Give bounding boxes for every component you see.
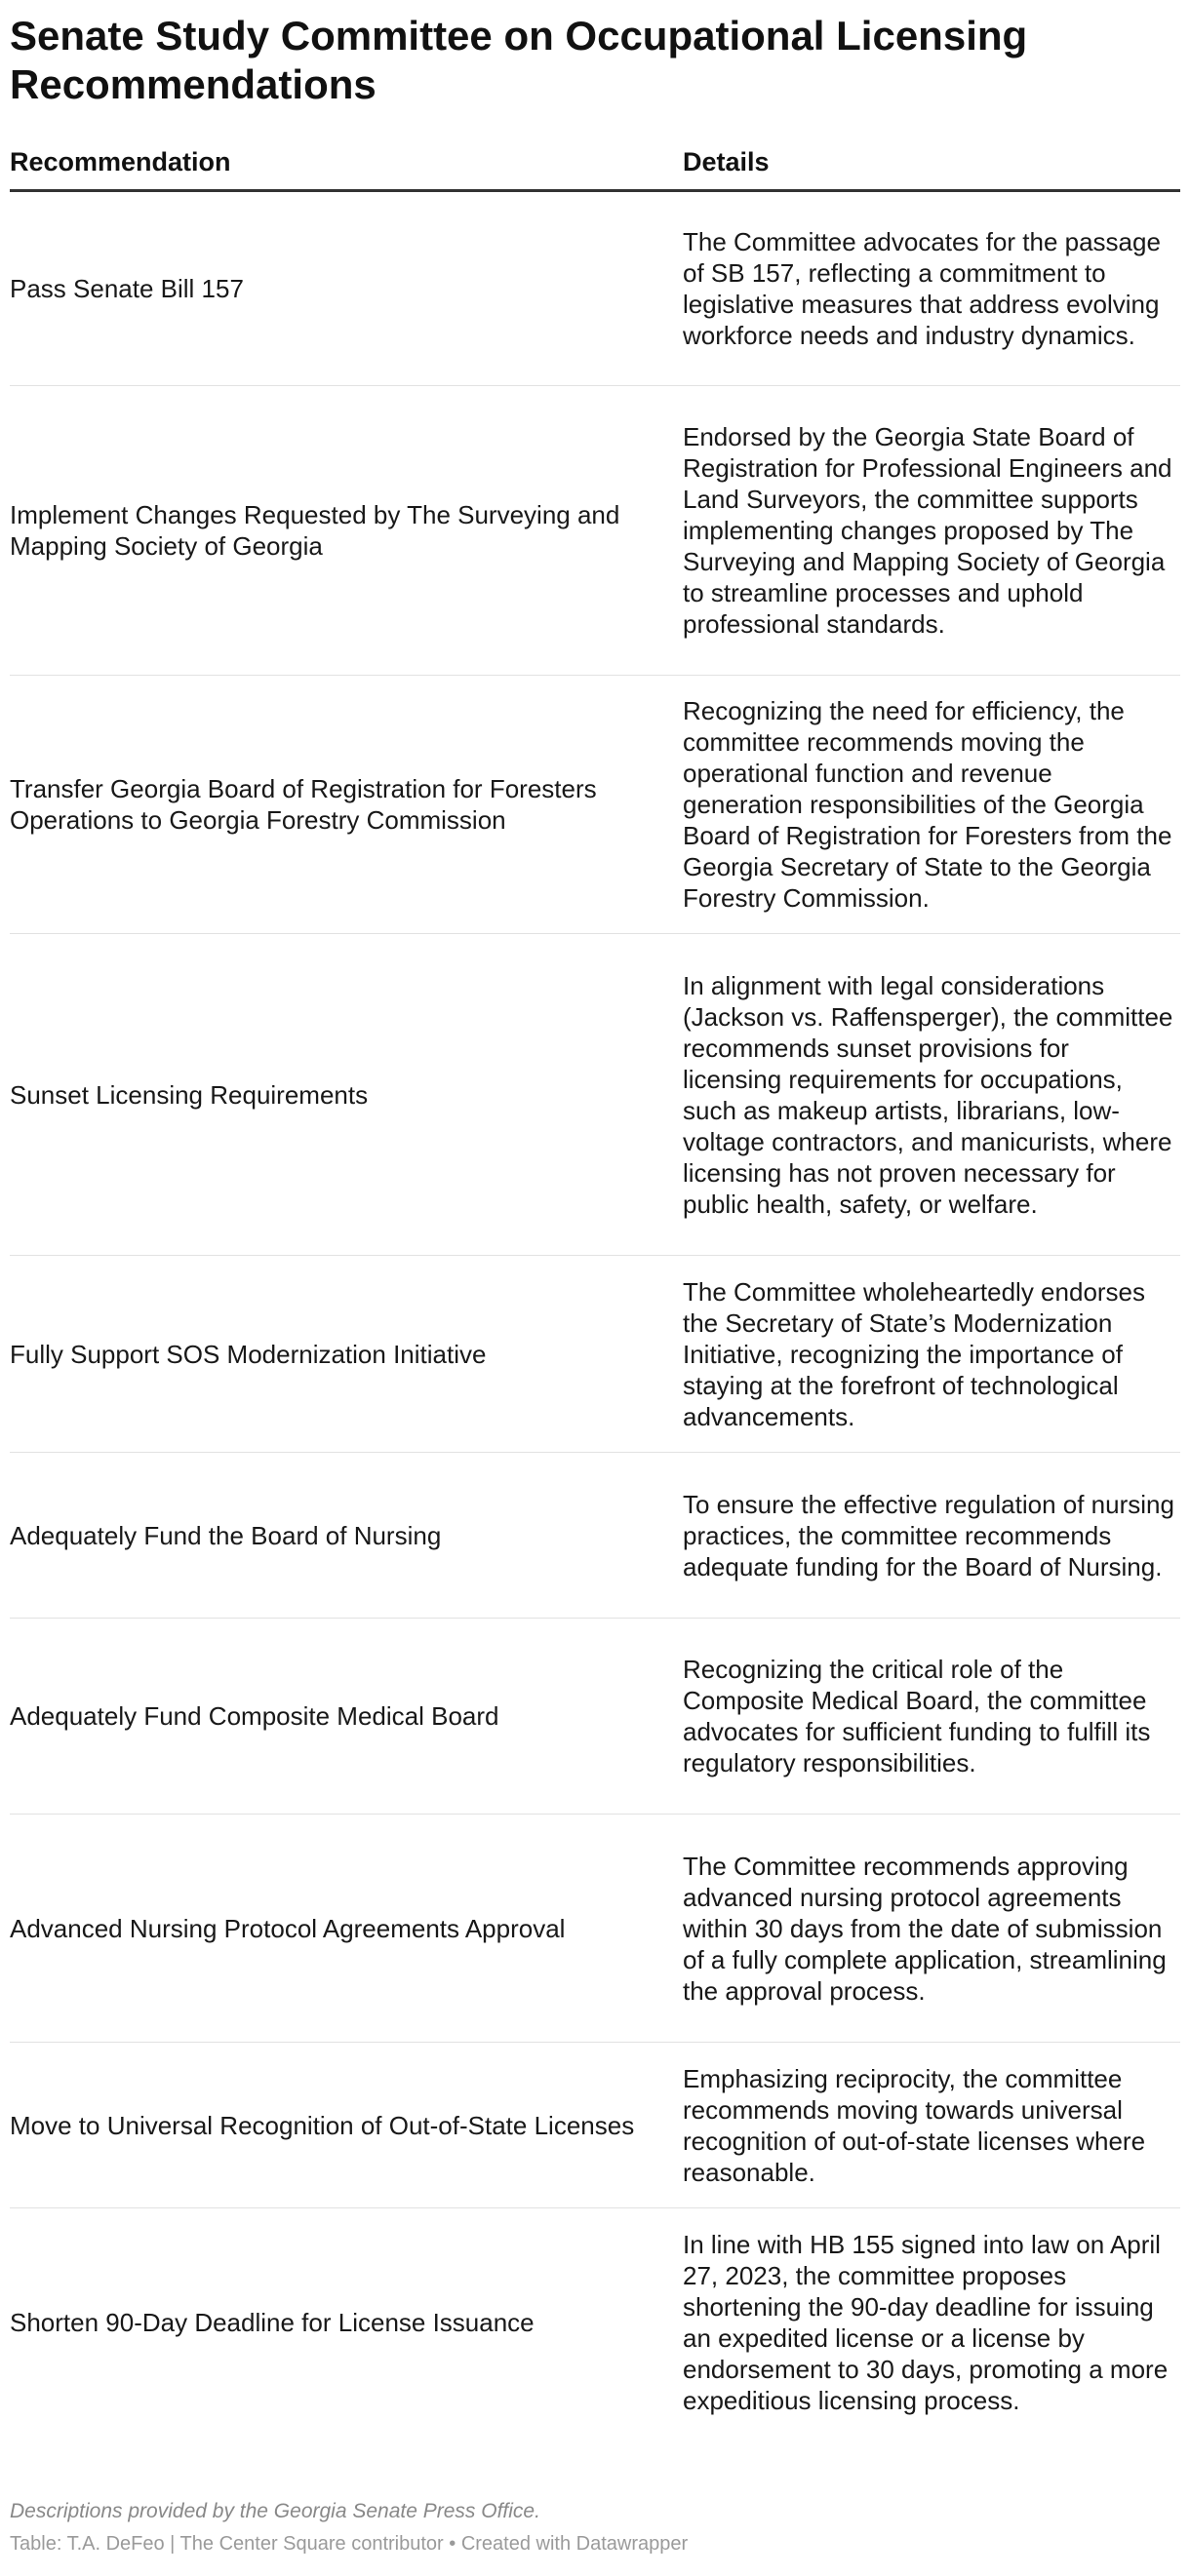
- table-row: [10, 2208, 1180, 2438]
- column-header-details[interactable]: Details: [683, 146, 1180, 191]
- table-row: [10, 1815, 1180, 2043]
- table-row: [10, 934, 1180, 1256]
- recommendation-cell: Fully Support SOS Modernization Initiative: [10, 1256, 683, 1453]
- recommendation-cell: Adequately Fund the Board of Nursing: [10, 1453, 683, 1619]
- recommendation-cell: Implement Changes Requested by The Surveying and Mapping Society of Georgia: [10, 386, 683, 676]
- table-header-row: [10, 146, 1180, 191]
- details-cell: In line with HB 155 signed into law on April 27, 2023, the committee proposes shortening the 90-day deadline for issuing an expedited license or a license by endorsement to 30 days, promoting a more expeditious licensing process.: [683, 2230, 1169, 2416]
- table-body: [10, 191, 1180, 2438]
- table-row: [10, 1256, 1180, 1453]
- table-row: [10, 386, 1180, 676]
- table-header: [10, 146, 1180, 191]
- recommendations-table: [10, 146, 1180, 2438]
- details-cell: Emphasizing reciprocity, the committee recommends moving towards universal recognition of out-of-state licenses where reasonable.: [683, 2043, 1180, 2208]
- details-cell: The Committee recommends approving advanced nursing protocol agreements within 30 days from the date of submission of a fully complete application, streamlining the approval process.: [683, 1815, 1180, 2043]
- recommendation-cell: Sunset Licensing Requirements: [10, 934, 683, 1256]
- recommendation-cell: Adequately Fund Composite Medical Board: [10, 1619, 683, 1815]
- details-cell: The Committee wholeheartedly endorses the Secretary of State’s Modernization Initiative, recognizing the importance of staying at the forefront of technological advancements.: [683, 1256, 1180, 1453]
- footer-notes: Descriptions provided by the Georgia Senate Press Office.: [10, 2500, 540, 2522]
- details-cell: To ensure the effective regulation of nursing practices, the committee recommends adequate funding for the Board of Nursing.: [683, 1453, 1180, 1619]
- details-cell: Recognizing the need for efficiency, the committee recommends moving the operational function and revenue generation responsibilities of the Georgia Board of Registration for Foresters from the Georgia Secretary of State to the Georgia Forestry Commission.: [683, 676, 1180, 934]
- recommendation-cell: Advanced Nursing Protocol Agreements Approval: [10, 1815, 683, 2043]
- table-row: [10, 191, 1180, 386]
- column-header-recommendation[interactable]: Recommendation: [10, 146, 683, 191]
- details-cell: In alignment with legal considerations (Jackson vs. Raffensperger), the committee recommends sunset provisions for licensing requirements for occupations, such as makeup artists, librarians, low-voltage contractors, and manicurists, where licensing has not proven necessary for public health, safety, or welfare.: [683, 934, 1180, 1256]
- details-cell: Endorsed by the Georgia State Board of Registration for Professional Engineers and Land Surveyors, the committee supports implementing changes proposed by The Surveying and Mapping Society of Georgia to streamline processes and uphold professional standards.: [683, 386, 1180, 676]
- details-cell: Recognizing the critical role of the Composite Medical Board, the committee advocates for sufficient funding to fulfill its regulatory responsibilities.: [683, 1619, 1180, 1815]
- recommendation-cell: Transfer Georgia Board of Registration for Foresters Operations to Georgia Forestry Commission: [10, 676, 683, 934]
- footer-credit: Table: T.A. DeFeo | The Center Square contributor • Created with Datawrapper: [10, 2533, 689, 2555]
- table-row: [10, 676, 1180, 934]
- recommendation-cell: Shorten 90-Day Deadline for License Issuance: [10, 2308, 535, 2338]
- table-row: [10, 1453, 1180, 1619]
- table-row: [10, 1619, 1180, 1815]
- page-title: Senate Study Committee on Occupational Licensing Recommendations: [10, 13, 1028, 107]
- details-cell: The Committee advocates for the passage of SB 157, reflecting a commitment to legislative measures that address evolving workforce needs and industry dynamics.: [683, 191, 1180, 386]
- recommendation-cell: Pass Senate Bill 157: [10, 191, 683, 386]
- table-row: [10, 2043, 1180, 2208]
- recommendation-cell: Move to Universal Recognition of Out-of-State Licenses: [10, 2043, 683, 2208]
